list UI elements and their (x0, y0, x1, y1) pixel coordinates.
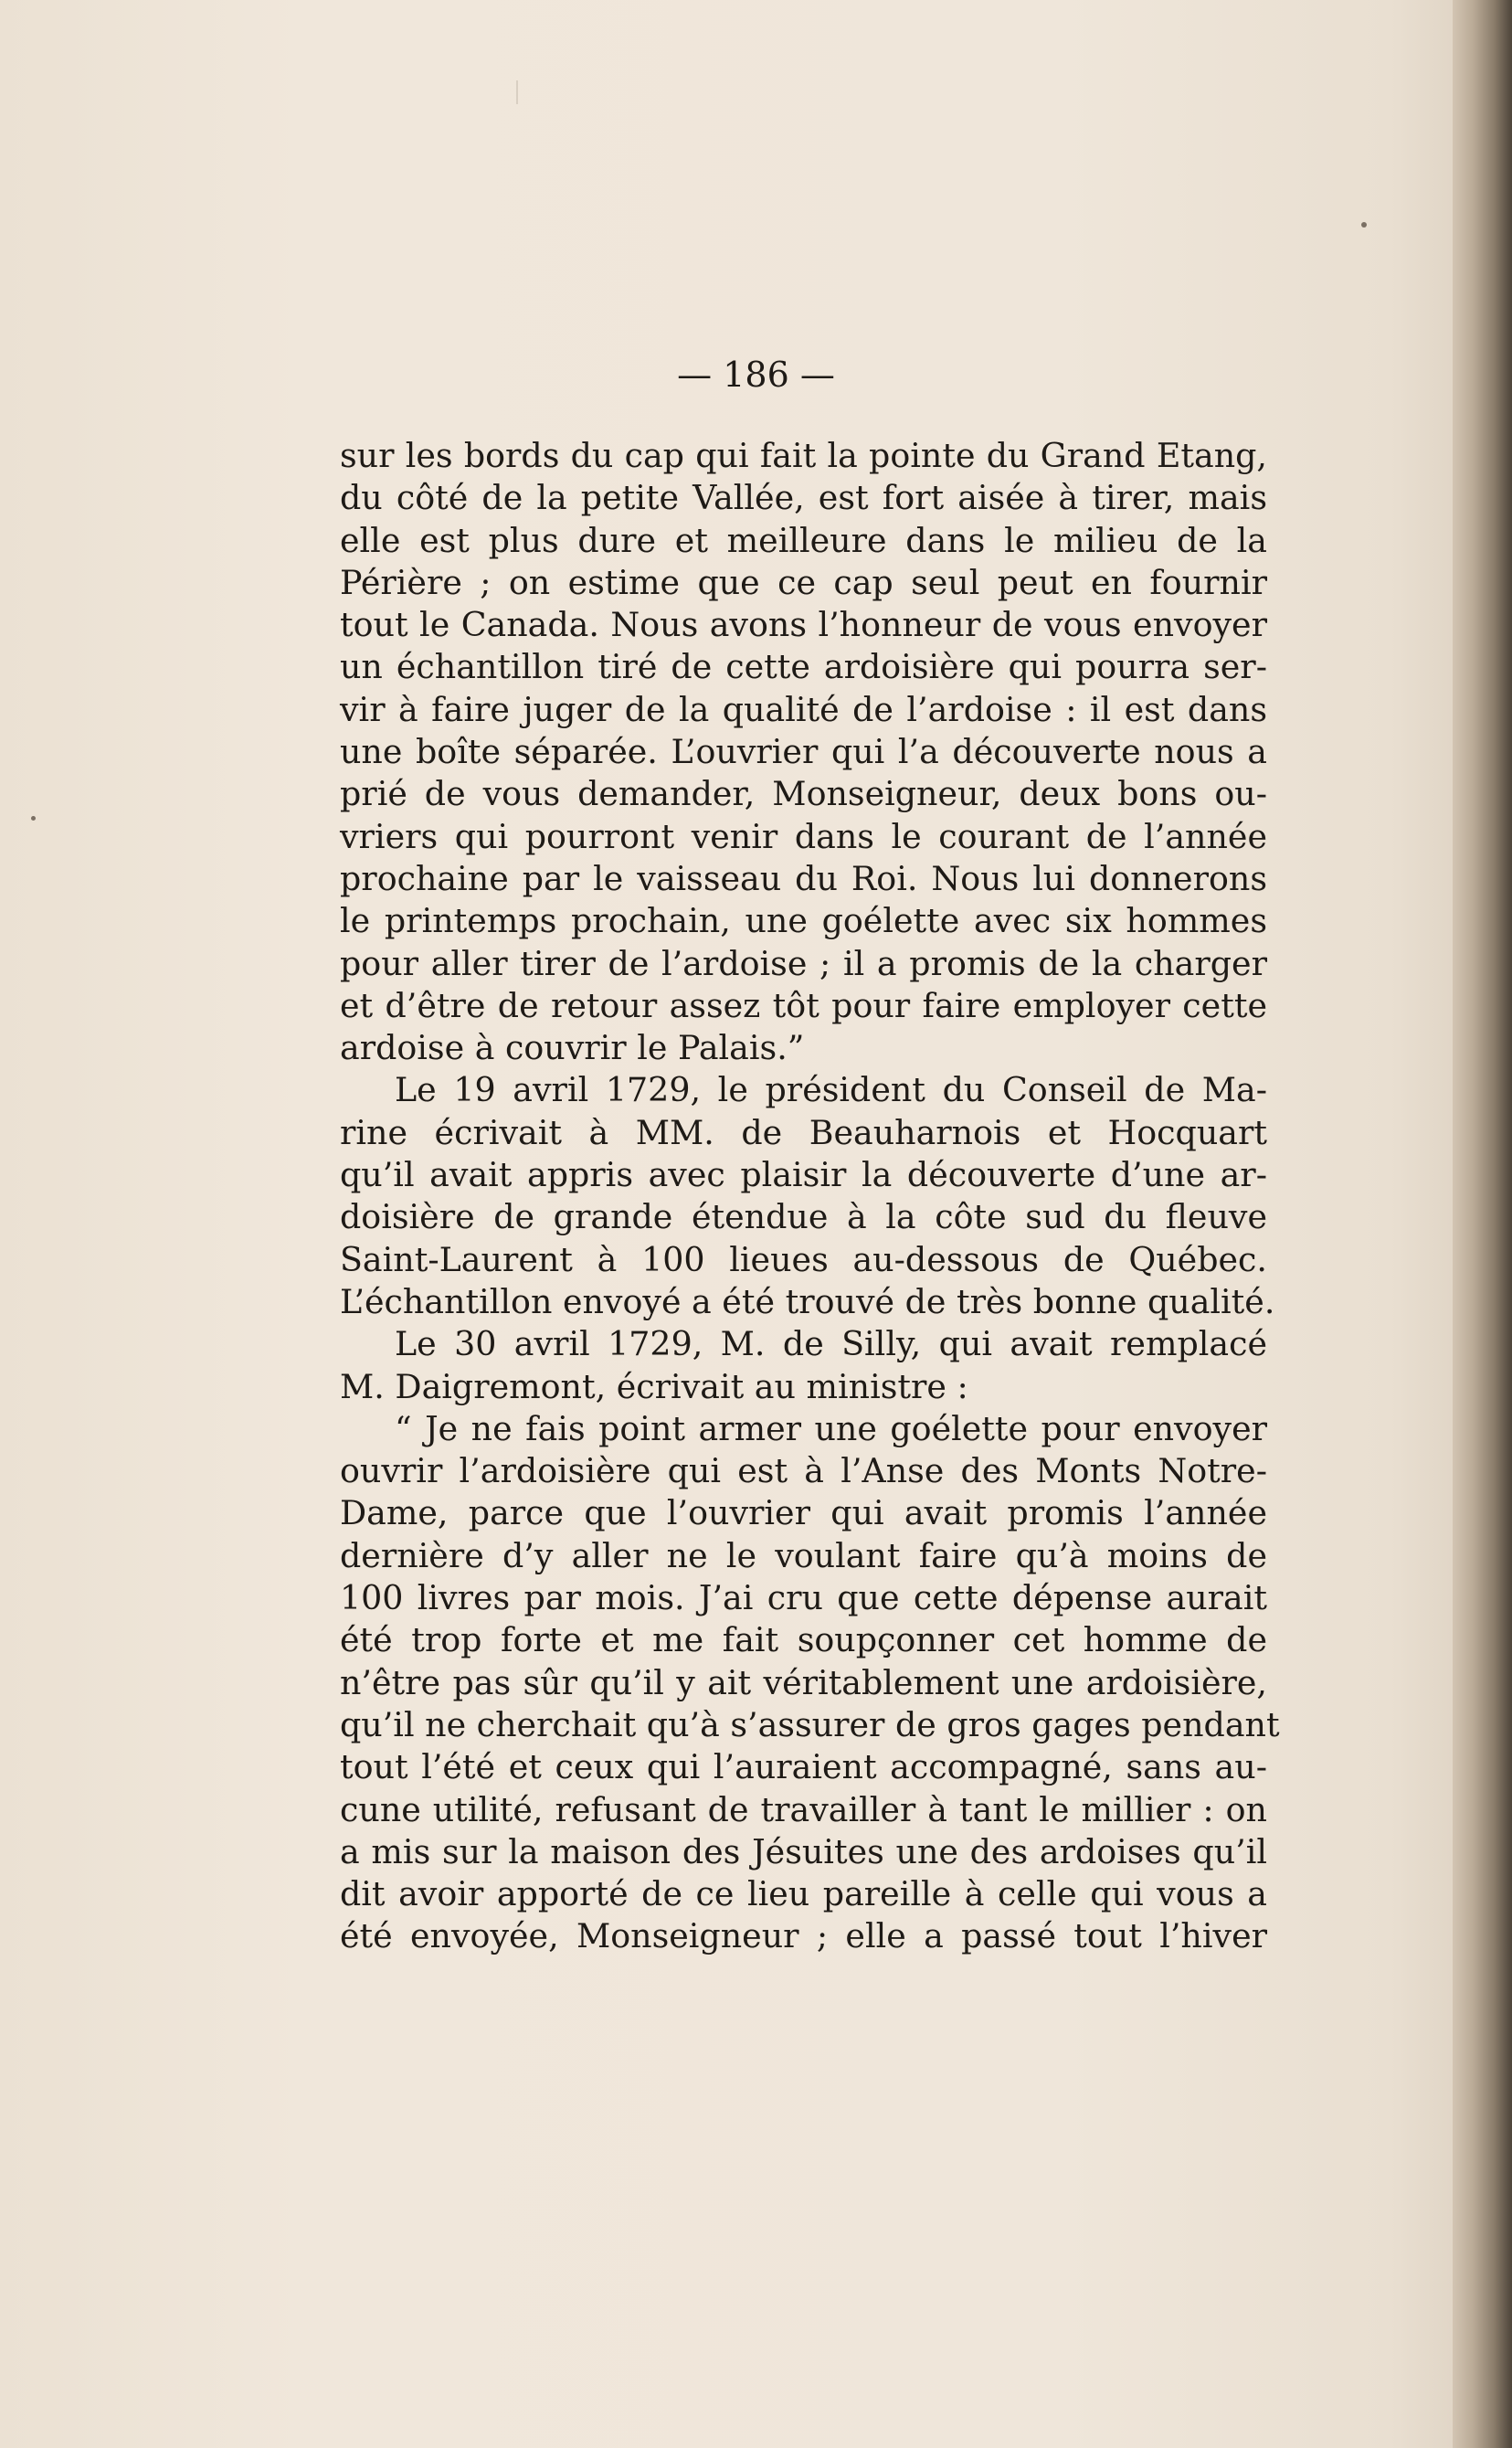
text-line: n’être pas sûr qu’il y ait véritablement une ardoisière, (340, 1662, 1267, 1702)
text-line: L’échantillon envoyé a été trouvé de très bonne qualité. (340, 1281, 1275, 1321)
text-line: dernière d’y aller ne le voulant faire qu’à moins de (340, 1535, 1267, 1575)
text-line: Périère ; on estime que ce cap seul peut en fournir (340, 562, 1267, 602)
text-line: du côté de la petite Vallée, est fort aisée à tirer, mais (340, 478, 1267, 518)
text-line: Le 19 avril 1729, le président du Conseil de Ma- (395, 1070, 1267, 1110)
text-line: qu’il ne cherchait qu’à s’assurer de gros gages pendant (340, 1704, 1280, 1744)
text-line: sur les bords du cap qui fait la pointe du Grand Etang, (340, 436, 1267, 475)
text-line: pour aller tirer de l’ardoise ; il a promis de la charger (340, 943, 1267, 983)
text-line: tout l’été et ceux qui l’auraient accompagné, sans au- (340, 1747, 1267, 1787)
text-line: rine écrivait à MM. de Beauharnois et Hocquart (340, 1112, 1267, 1152)
paper-speck (1361, 222, 1367, 228)
text-line: un échantillon tiré de cette ardoisière qui pourra ser- (340, 647, 1267, 687)
text-line: 100 livres par mois. J’ai cru que cette dépense aurait (340, 1578, 1267, 1618)
body-text (340, 435, 1280, 1958)
text-line: tout le Canada. Nous avons l’honneur de vous envoyer (340, 605, 1267, 645)
text-line: prochaine par le vaisseau du Roi. Nous lui donnerons (340, 858, 1267, 898)
text-line: vriers qui pourront venir dans le courant de l’année (340, 816, 1267, 856)
text-line: une boîte séparée. L’ouvrier qui l’a découverte nous a (340, 732, 1267, 772)
text-line: été trop forte et me fait soupçonner cet homme de (340, 1620, 1267, 1660)
text-line: et d’être de retour assez tôt pour faire employer cette (340, 985, 1267, 1025)
text-line: cune utilité, refusant de travailler à tant le millier : on (340, 1789, 1267, 1829)
text-line: ouvrir l’ardoisière qui est à l’Anse des Monts Notre- (340, 1451, 1267, 1491)
paper-mark (516, 80, 518, 104)
text-line: le printemps prochain, une goélette avec six hommes (340, 901, 1267, 941)
paper-speck (31, 816, 36, 821)
text-line: “ Je ne fais point armer une goélette pour envoyer (395, 1408, 1267, 1448)
text-line: Saint-Laurent à 100 lieues au-dessous de Québec. (340, 1239, 1267, 1279)
text-line: Dame, parce que l’ouvrier qui avait promis l’année (340, 1493, 1267, 1533)
text-line: qu’il avait appris avec plaisir la découverte d’une ar- (340, 1155, 1267, 1195)
text-line: ardoise à couvrir le Palais.” (340, 1028, 805, 1068)
text-line: doisière de grande étendue à la côte sud du fleuve (340, 1197, 1267, 1237)
text-line: elle est plus dure et meilleure dans le milieu de la (340, 520, 1267, 560)
text-line: M. Daigremont, écrivait au ministre : (340, 1366, 968, 1406)
page-number: — 186 — (677, 355, 835, 395)
text-line: a mis sur la maison des Jésuites une des ardoises qu’il (340, 1831, 1267, 1871)
text-line: dit avoir apporté de ce lieu pareille à celle qui vous a (340, 1874, 1267, 1914)
text-line: vir à faire juger de la qualité de l’ardoise : il est dans (340, 689, 1267, 729)
text-line: Le 30 avril 1729, M. de Silly, qui avait remplacé (395, 1324, 1267, 1364)
text-line: été envoyée, Monseigneur ; elle a passé tout l’hiver (340, 1916, 1267, 1956)
text-line: prié de vous demander, Monseigneur, deux bons ou- (340, 774, 1267, 814)
